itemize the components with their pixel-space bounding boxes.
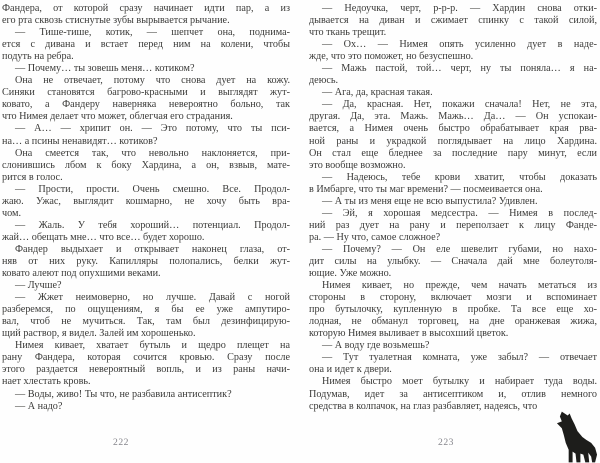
text-line: — Мажь пастой, той… черт, ну ты поняла… я на- (322, 63, 597, 75)
text-line: разберемся, по ощущениям, я бы ее уже ампутиро- (2, 304, 290, 316)
text-line: — Жаль. У тебя хороший… потенциал. Продол- (15, 219, 290, 231)
paragraph (2, 220, 290, 244)
page-number-left: 222 (113, 437, 129, 448)
paragraph (309, 352, 597, 376)
text-line: ра. — Ну что, самое сложное? (309, 231, 441, 243)
text-line: — Да, красная. Нет, покажи сначала! Нет, не эта, (322, 99, 597, 111)
text-line: — Тише-тише, котик, — шепчет она, поднима- (15, 27, 290, 39)
text-line: дывается на диван и сжимает спинку с такой силой, (309, 15, 597, 27)
text-line: в Имбарге, что ты маг времени? — посмеивается она. (309, 183, 543, 195)
text-line: Он стал еще бледнее за последние пару минут, если (309, 147, 597, 159)
paragraph (2, 123, 290, 147)
text-line: другая. Да, эта. Мажь. Мажь… Да… — Он успокаи- (309, 111, 597, 123)
text-line: Она не отвечает, потому что снова дует на кожу. (15, 75, 290, 87)
paragraph (2, 148, 290, 184)
text-line: нает хлестать кровь. (2, 376, 91, 388)
text-line: на… а псины ненавидят… котиков? (2, 135, 158, 147)
text-line: чом. (2, 207, 22, 219)
text-line: ной раны и украдкой поглядывает на лицо Хардина. (309, 135, 597, 147)
paragraph (2, 340, 290, 388)
paragraph (309, 39, 597, 63)
text-line: Фандера, от которой сразу начинает идти пар, а из (2, 3, 290, 14)
text-line: — А ты из меня еще не всю выпустила? Удивлен. (322, 195, 538, 207)
paragraph (309, 376, 597, 412)
paragraph (309, 172, 597, 196)
text-line: Подумав, идет за антисептиком и, отлив немного (309, 388, 597, 400)
text-line: — Воды, живо! Ты что, не разбавила антисептик? (15, 388, 232, 400)
text-line: лодная, не обманул торговец, на дне оранжевая жижа, (309, 316, 597, 328)
text-line: Она смеется так, что невольно наклоняется, при- (15, 147, 290, 159)
text-line: — А воду где возьмешь? (322, 340, 430, 352)
text-line: подуть на ребра. (2, 51, 74, 63)
howling-wolf-icon (554, 411, 599, 463)
page-left[interactable] (2, 0, 290, 463)
paragraph (309, 3, 597, 39)
text-line: ний раз дует на рану и переползает к лицу Фанде- (309, 219, 597, 231)
paragraph (2, 389, 290, 401)
paragraph (309, 63, 597, 87)
text-line: — Лучше? (15, 280, 62, 292)
text-line: она и идет к двери. (309, 364, 392, 376)
text-line: которую Нимея выливает в высохший цветок. (309, 328, 509, 340)
text-line: средства в колпачок, на глаз разбавляет, надеясь, что (309, 400, 538, 412)
paragraph (2, 184, 290, 220)
text-line: жаю. Ужас, выглядит кошмарно, не хочу быть вра- (2, 195, 290, 207)
text-line: — Почему? — Он еле шевелит губами, но нахо- (322, 243, 597, 255)
paragraph (309, 208, 597, 244)
text-line: деюсь. (309, 75, 339, 87)
text-line: что Нимея делает что может, облегчая его страдания. (2, 111, 233, 123)
text-line: стороны в сторону, включает мозги и вспоминает (309, 292, 597, 304)
paragraph (2, 292, 290, 340)
paragraph (2, 401, 290, 413)
text-line: ющие. Уже можно. (309, 268, 392, 280)
text-line: рится в голос. (2, 171, 63, 183)
paragraph (2, 244, 290, 280)
text-line: ковато алеют под опухшими веками. (2, 268, 161, 280)
text-line: его рта сквозь стиснутые зубы вырывается рычание. (2, 15, 230, 27)
paragraph (309, 340, 597, 352)
text-line: жай… обещать мне… что все… будет хорошо. (2, 231, 205, 243)
paragraph (309, 99, 597, 171)
text-line: ковато, а Фандеру наверняка невероятно больно, так (2, 99, 290, 111)
text-line: — Жжет неимоверно, но лучше. Давай с ногой (15, 292, 290, 304)
page-right[interactable] (309, 0, 597, 463)
text-line: слонившись лбом к боку Хардина, а он, взвыв, мате- (2, 159, 290, 171)
text-line: — Недоучка, черт, р-р-р. — Хардин снова отки- (322, 3, 597, 14)
paragraph (309, 244, 597, 280)
text-line: щий раствор, я видел. Залей им хорошенько. (2, 328, 196, 340)
text-line: Нимея быстро моет бутылку и набирает туда воды. (322, 376, 597, 388)
text-line: ется с дивана и встает перед ним на колени, чтобы (2, 39, 290, 51)
paragraph (309, 196, 597, 208)
paragraph (2, 63, 290, 75)
page-left-text (2, 0, 290, 413)
paragraph (2, 3, 290, 27)
text-line: — Эй, я хорошая медсестра. — Нимея в послед- (322, 207, 597, 219)
text-line: — Тут туалетная комната, уже забыл? — отвечает (322, 352, 597, 364)
text-line: Синяки становятся багрово-красными и выглядят жут- (2, 87, 290, 99)
text-line: — Ох… — Нимея опять усиленно дует в наде- (322, 39, 597, 51)
text-line: няв от них руку. Капилляры полопались, белки жут- (2, 255, 290, 267)
text-line: Нимея кивает, но прежде, чем начать метаться из (322, 280, 597, 292)
paragraph (309, 87, 597, 99)
text-line: жде, что это поможет, но безуспешно. (309, 51, 474, 63)
text-line: что ткань трещит. (309, 27, 387, 39)
page-right-text (309, 0, 597, 413)
text-line: — А надо? (15, 400, 63, 412)
text-line: вал, чтоб не мучиться. Так, там был дезинфицирую- (2, 316, 290, 328)
text-line: про бутылочку, купленную в пробке. Та все еще хо- (309, 304, 597, 316)
text-line: Фандер выдыхает и открывает наконец глаза, от- (15, 243, 290, 255)
text-line: — Ага, да, красная такая. (322, 87, 433, 99)
text-line: этого раздается невероятный вопль, и из раны начи- (2, 364, 290, 376)
paragraph (2, 75, 290, 123)
text-line: — Надеюсь, тебе крови хватит, чтобы доказать (322, 171, 597, 183)
paragraph (2, 27, 290, 63)
text-line: это вообще возможно. (309, 159, 406, 171)
page-number-right: 223 (438, 437, 454, 448)
text-line: рану Фандера, которая сочится кровью. Сразу после (2, 352, 290, 364)
text-line: — А… — хрипит он. — Это потому, что ты пси- (15, 123, 290, 135)
paragraph (2, 280, 290, 292)
text-line: дит силы на улыбку. — Сначала дай мне болеутоля- (309, 255, 597, 267)
paragraph (309, 280, 597, 340)
text-line: — Прости, прости. Очень смешно. Все. Продол- (15, 183, 290, 195)
text-line: Нимея кивает, хватает бутыль и щедро плещет на (15, 340, 290, 352)
text-line: — Почему… ты зовешь меня… котиком? (15, 63, 195, 75)
text-line: вается, а Нимея очень быстро обрабатывает края рва- (309, 123, 597, 135)
